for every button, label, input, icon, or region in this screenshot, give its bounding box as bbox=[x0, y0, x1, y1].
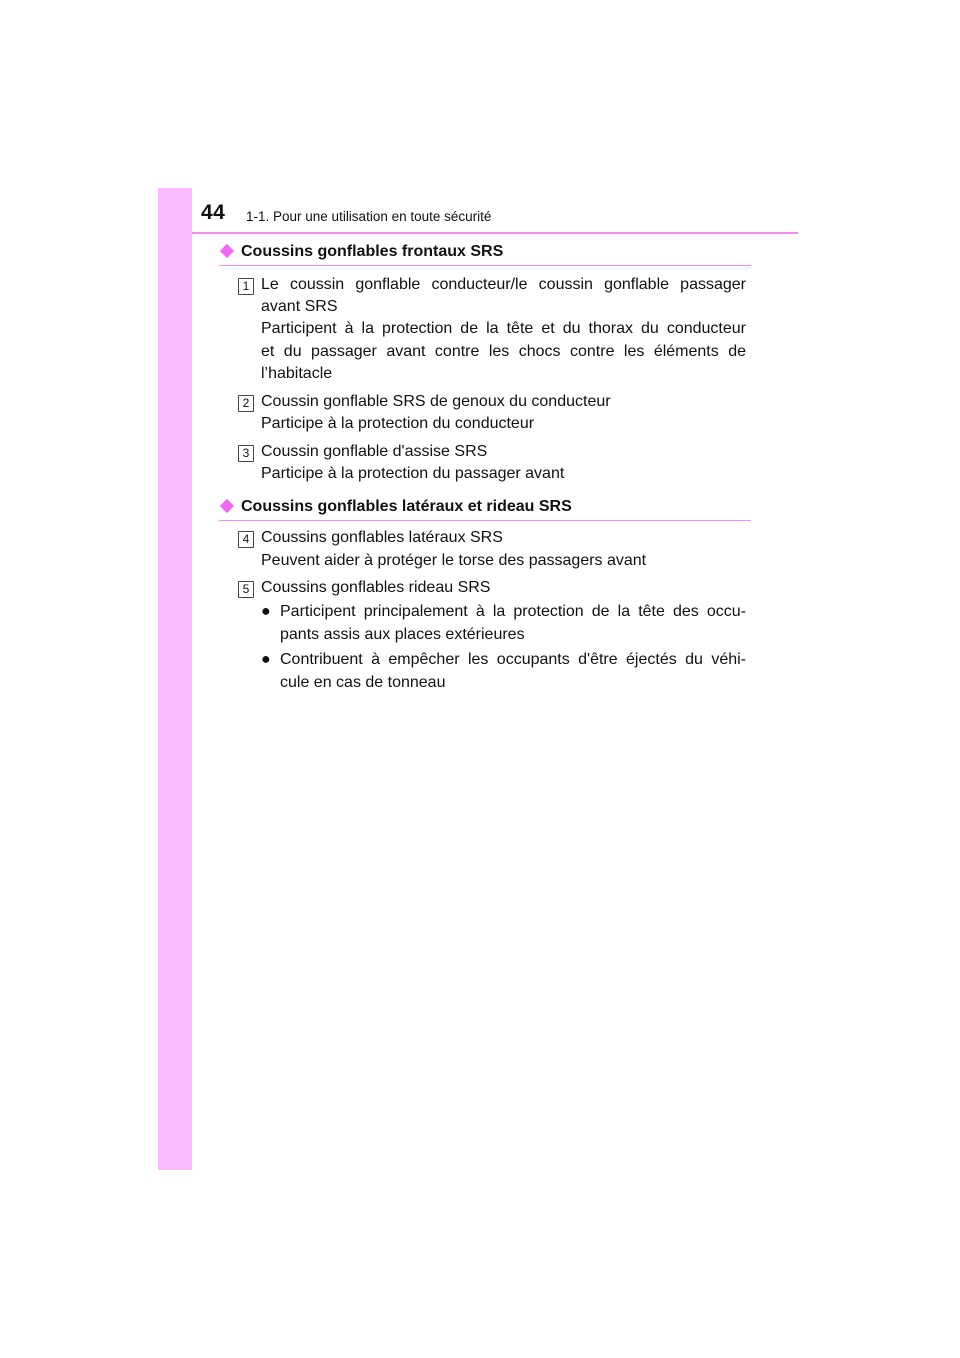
section-heading-side-curtain bbox=[219, 498, 572, 516]
section-heading-frontal bbox=[219, 243, 503, 261]
callout-number: 3 bbox=[238, 445, 254, 462]
item-text-line: et du passager avant contre les chocs contre les éléments de bbox=[261, 343, 746, 360]
item-text-line: Peuvent aider à protéger le torse des passagers avant bbox=[261, 552, 647, 569]
item-text-line: avant SRS bbox=[261, 298, 338, 315]
item-text-line: Participent à la protection de la tête et du thorax du conducteur bbox=[261, 320, 746, 337]
bullet-text-line: pants assis aux places extérieures bbox=[280, 626, 525, 643]
callout-number: 1 bbox=[238, 278, 254, 295]
callout-number: 5 bbox=[238, 581, 254, 598]
diamond-bullet-icon bbox=[220, 499, 234, 513]
item-text-line: Le coussin gonflable conducteur/le coussin gonflable passager bbox=[261, 276, 746, 293]
callout-number: 4 bbox=[238, 531, 254, 548]
item-text-line: Participe à la protection du passager avant bbox=[261, 465, 565, 482]
item-text-line: Coussin gonflable SRS de genoux du conducteur bbox=[261, 393, 611, 410]
item-text-line: Coussins gonflables latéraux SRS bbox=[261, 529, 503, 546]
item-text-line: l’habitacle bbox=[261, 365, 333, 382]
chapter-sidebar-tab bbox=[158, 188, 192, 1170]
heading-text: Coussins gonflables frontaux SRS bbox=[241, 243, 504, 260]
bullet-text-line: Participent principalement à la protection de la tête des occu- bbox=[280, 603, 746, 620]
heading-divider bbox=[219, 520, 751, 521]
diamond-bullet-icon bbox=[220, 244, 234, 258]
heading-divider bbox=[219, 265, 751, 266]
section-title: 1-1. Pour une utilisation en toute sécurité bbox=[246, 209, 492, 224]
bullet-text-line: cule en cas de tonneau bbox=[280, 674, 446, 691]
item-text-line: Participe à la protection du conducteur bbox=[261, 415, 535, 432]
page-number: 44 bbox=[201, 201, 226, 224]
bullet-icon: ● bbox=[261, 603, 271, 620]
bullet-text-line: Contribuent à empêcher les occupants d'être éjectés du véhi- bbox=[280, 651, 746, 668]
heading-text: Coussins gonflables latéraux et rideau SRS bbox=[241, 498, 572, 515]
item-text-line: Coussin gonflable d'assise SRS bbox=[261, 443, 488, 460]
header-divider bbox=[192, 232, 798, 234]
item-text-line: Coussins gonflables rideau SRS bbox=[261, 579, 491, 596]
bullet-icon: ● bbox=[261, 651, 271, 668]
callout-number: 2 bbox=[238, 395, 254, 412]
